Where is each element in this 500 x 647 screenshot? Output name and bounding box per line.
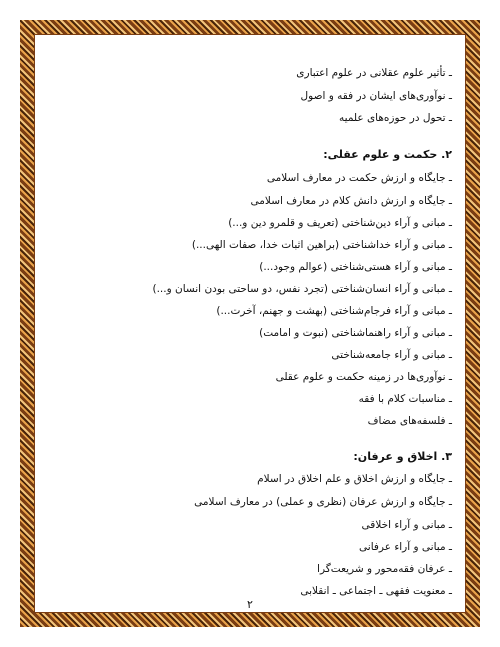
list-item: ـ مبانی و آراء عرفانی [359, 541, 452, 553]
list-item: ـ مبانی و آراء خداشناختی (براهین اثبات خدا، صفات الهی...) [191, 239, 452, 251]
list-item: ـ مبانی و آراء جامعه‌شناختی [331, 349, 452, 361]
list-item: ـ مبانی و آراء راهنماشناختی (نبوت و امامت) [259, 327, 452, 339]
list-item: ـ نوآوری‌ها در زمینه حکمت و علوم عقلی [275, 371, 452, 383]
list-item: ـ تحول در حوزه‌های علمیه [339, 112, 452, 124]
section-heading-ethics: ۳. اخلاق و عرفان: [353, 450, 452, 463]
list-item: ـ نوآوری‌های ایشان در فقه و اصول [300, 90, 452, 102]
list-item: ـ مبانی و آراء دین‌شناختی (تعریف و قلمرو دین و...) [228, 217, 452, 229]
list-item: ـ جایگاه و ارزش حکمت در معارف اسلامی [266, 172, 452, 184]
list-item: ـ معنویت فقهی ـ اجتماعی ـ انقلابی [300, 585, 452, 597]
list-item: ـ جایگاه و ارزش عرفان (نظری و عملی) در معارف اسلامی [194, 496, 452, 508]
page-number: ۲ [247, 598, 253, 611]
list-item: ـ جایگاه و ارزش اخلاق و علم اخلاق در اسلام [257, 473, 452, 485]
list-item: ـ مبانی و آراء اخلاقی [361, 519, 452, 531]
list-item: ـ تأثیر علوم عقلانی در علوم اعتباری [296, 67, 452, 79]
list-item: ـ جایگاه و ارزش دانش کلام در معارف اسلامی [250, 195, 452, 207]
list-item: ـ مبانی و آراء فرجام‌شناختی (بهشت و جهنم، آخرت...) [216, 305, 452, 317]
list-item: ـ مبانی و آراء هستی‌شناختی (عوالم وجود...) [259, 261, 452, 273]
list-item: ـ عرفان فقه‌محور و شریعت‌گرا [317, 563, 452, 575]
section-heading-wisdom: ۲. حکمت و علوم عقلی: [323, 148, 452, 161]
list-item: ـ فلسفه‌های مضاف [367, 415, 452, 427]
list-item: ـ مناسبات کلام با فقه [358, 393, 452, 405]
list-item: ـ مبانی و آراء انسان‌شناختی (تجرد نفس، دو ساحتی بودن انسان و...) [152, 283, 452, 295]
